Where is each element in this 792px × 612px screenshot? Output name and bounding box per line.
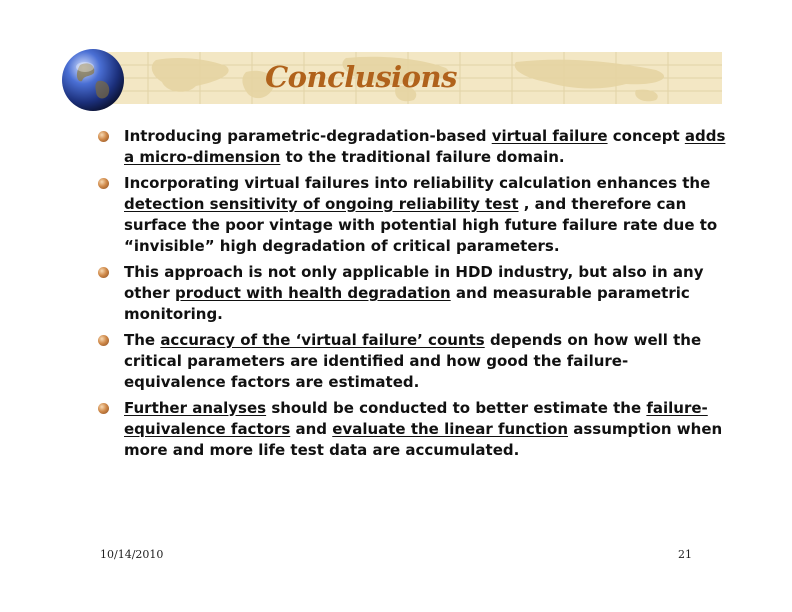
bullet-text: to the traditional failure domain.: [280, 148, 565, 167]
bullet-text: and measurable parametric monitoring.: [124, 284, 690, 324]
bullet-item: [96, 398, 726, 462]
underlined-phrase: detection sensitivity of ongoing reliability test: [124, 194, 519, 213]
bullet-text: Incorporating virtual failures into reliability calculation enhances the: [124, 173, 711, 192]
bullet-dot-icon: [98, 403, 109, 414]
underlined-phrase: adds a micro-dimension: [124, 127, 726, 167]
bullet-text: assumption when more and more life test data are accumulated.: [124, 419, 723, 460]
bullet-item: [96, 126, 726, 169]
bullet-text: concept: [607, 127, 685, 145]
page-number: 21: [678, 548, 692, 561]
bullet-item: [96, 330, 726, 394]
underlined-phrase: evaluate the linear function: [332, 419, 569, 438]
bullet-dot-icon: [98, 131, 109, 142]
bullet-list: [96, 126, 726, 465]
bullet-item: [96, 173, 726, 258]
bullet-item: [96, 262, 726, 326]
bullet-text: Introducing parametric-degradation-based: [124, 127, 492, 145]
bullet-dot-icon: [98, 335, 109, 346]
bullet-dot-icon: [98, 267, 109, 278]
bullet-text: and: [290, 419, 333, 438]
underlined-phrase: Further analyses: [124, 398, 267, 417]
bullet-text: should be conducted to better estimate the: [266, 398, 647, 417]
page-title: Conclusions: [265, 60, 457, 94]
bullet-text: depends on how well the critical parameters are identified and how good the failure-equivalence factors are estimated.: [124, 330, 702, 392]
bullet-dot-icon: [98, 178, 109, 189]
underlined-phrase: product with health degradation: [174, 284, 451, 303]
bullet-text: The: [124, 330, 161, 349]
underlined-phrase: failure-equivalence factors: [124, 398, 708, 438]
bullet-text: This approach is not only applicable in HDD industry, but also in any other: [124, 262, 704, 303]
bullet-text: , and therefore can surface the poor vintage with potential high future failure rate due to “invisible” high degradation of critical parameters.: [124, 194, 718, 256]
underlined-phrase: accuracy of the ‘virtual failure’ counts: [160, 330, 485, 349]
underlined-phrase: virtual failure: [491, 127, 608, 145]
footer-date: 10/14/2010: [100, 548, 164, 561]
